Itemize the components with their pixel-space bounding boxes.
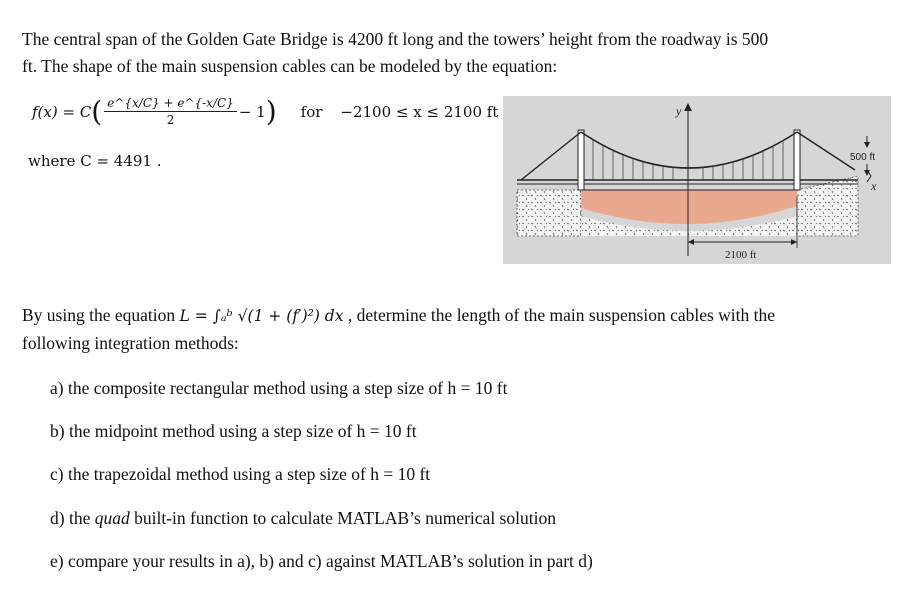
y-axis-arrow (684, 103, 692, 111)
right-tower (794, 130, 800, 190)
integration-prompt (22, 302, 892, 357)
cable-equation (32, 96, 498, 127)
side-cable (797, 132, 855, 170)
problem-intro (22, 26, 892, 80)
x-axis-label: x (871, 179, 877, 193)
intro-line-1: The central span of the Golden Gate Bridge is 4200 ft long and the towers’ height from the roadway is 500 (22, 29, 769, 49)
water-area (581, 190, 797, 224)
equation-for: for (300, 102, 323, 121)
equation-domain: −2100 ≤ x ≤ 2100 ft (340, 102, 499, 121)
side-cable (521, 132, 581, 180)
task-d-suffix: built-in function to calculate MATLAB’s numerical solution (129, 508, 556, 528)
fraction-denominator: 2 (166, 113, 175, 127)
task-c: c) the trapezoidal method using a step size of h = 10 ft (50, 464, 431, 484)
close-paren: ) (265, 94, 277, 128)
span-arrow-left (688, 239, 694, 245)
equation-fraction (104, 96, 237, 127)
span-arrow-right (791, 239, 797, 245)
fraction-numerator: e^{x/C} + e^{-x/C} (104, 96, 237, 112)
constant-definition: where C = 4491 . (28, 152, 162, 170)
ground-area (517, 190, 581, 236)
intro-line-2: ft. The shape of the main suspension cables can be modeled by the equation: (22, 56, 558, 76)
span-label: 2100 ft (725, 249, 757, 261)
length-formula: L = ∫ₐᵇ √(1 + (f′)²) dx (179, 307, 344, 325)
bridge-figure (503, 96, 891, 264)
task-a: a) the composite rectangular method using a step size of h = 10 ft (50, 378, 508, 398)
height-arrow-up (864, 142, 870, 148)
bridge-diagram (503, 96, 891, 264)
prompt-trail: , determine the length of the main suspension cables with the (347, 305, 776, 325)
equation-minus-one: − 1 (238, 102, 266, 121)
main-cable (581, 132, 797, 168)
height-label: 500 ft (850, 152, 876, 163)
task-d (50, 507, 556, 529)
prompt-lead: By using the equation (22, 305, 176, 325)
task-d-quad: quad (94, 508, 130, 528)
equation-lhs: f(x) = C (32, 102, 92, 121)
task-b: b) the midpoint method using a step size of h = 10 ft (50, 421, 417, 441)
left-tower (578, 130, 584, 190)
open-paren: ( (91, 94, 103, 128)
y-axis-label: y (676, 104, 682, 118)
task-d-prefix: d) the (50, 508, 95, 528)
task-e: e) compare your results in a), b) and c) against MATLAB’s solution in part d) (50, 551, 593, 571)
ground-area (797, 176, 858, 236)
prompt-line-2: following integration methods: (22, 333, 239, 353)
